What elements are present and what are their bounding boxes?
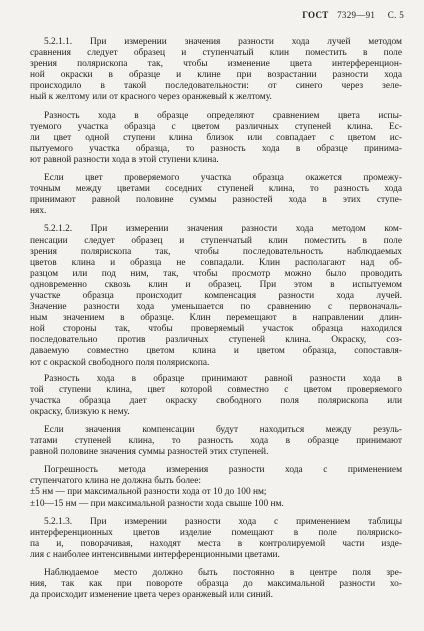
text-line: сравнения следует образец и ступенчатый клин поместить в поле <box>30 48 402 59</box>
document-body <box>30 37 402 601</box>
text-line: Значение разности хода уменьшается по сравнению с первоначаль- <box>30 302 402 313</box>
text-line: ной окраски в образце и клине при возрастании разности хода <box>30 70 402 81</box>
paragraph <box>30 517 402 561</box>
text-line: ±10—15 нм — при максимальной разности хода свыше 100 нм. <box>30 498 284 509</box>
text-line: ния, так как при повороте образца до максимальной разности хо- <box>30 579 402 590</box>
paragraph <box>30 111 402 166</box>
text-line: зрения полярископа так, чтобы последовательность наблюдаемых <box>30 246 402 257</box>
text-line: туемого участка образца с цветом различных ступеней клина. Ес- <box>30 121 402 132</box>
text-line: интерференционных цветов изделие помещают в поле полярисκо- <box>30 527 402 538</box>
standard-number: 7329—91 <box>337 10 376 20</box>
text-line: ный к желтому или от красного через оранжевый к желтому. <box>30 92 272 103</box>
text-line: ной стороны так, чтобы проверяемый участок образца находился <box>30 324 402 335</box>
text-line: цветов клина и образца не совпадали. Клин располагают над об- <box>30 257 402 268</box>
text-line: ли цвет одной ступени клина близок или совпадает с цветом ис- <box>30 132 402 143</box>
text-line: ±5 нм — при максимальной разности хода от 10 до 100 нм; <box>30 487 267 498</box>
text-line: Наблюдаемое место должно быть постоянно в центре поля зре- <box>44 568 402 579</box>
text-line: даваемую совместно цветом клина и цветом образца, сопоставля- <box>30 346 402 357</box>
text-line: Если значения компенсации будут находиться между резуль- <box>44 425 402 435</box>
text-line: последовательно против различных ступеней клина. Окраску, соз- <box>30 335 402 346</box>
text-line: Если цвет проверяемого участка образца окажется промежу- <box>44 173 402 184</box>
text-line: той ступени клина, цвет которой совместно с цветом проверяемого <box>30 384 402 395</box>
paragraph <box>30 465 402 509</box>
text-line: 5.2.1.1. При измерении значения разности хода лучей методом <box>44 37 402 47</box>
paragraph <box>30 37 402 104</box>
paragraph <box>30 425 402 458</box>
text-line: 5.2.1.3. При измерении разности хода с применением таблицы <box>44 516 402 527</box>
text-line: пенсации следует образец и ступенчатый клин поместить в поле <box>30 235 402 246</box>
standard-label: ГОСТ <box>302 10 329 20</box>
text-line: равной половине значения суммы разностей этих ступеней. <box>30 447 269 458</box>
text-line: Разность хода в образце определяют сравнением цвета испы- <box>44 110 402 121</box>
page-header <box>302 10 404 20</box>
text-line: принимают равной половине суммы разностей хода в этих ступе- <box>30 195 402 206</box>
text-line: татами ступеней клина, то разность хода в образце принимают <box>30 436 402 447</box>
text-line: ют с окраской свободного поля полярископа. <box>30 357 210 368</box>
text-line: нях. <box>30 206 47 217</box>
paragraph <box>30 568 402 601</box>
text-line: зрения полярископа так, чтобы изменение цвета интерференцион- <box>30 59 402 70</box>
text-line: 5.2.1.2. При измерении значения разности хода методом ком- <box>44 224 402 235</box>
text-line: происходило в такой последовательности: от синего через зеле- <box>30 81 402 92</box>
text-line: окраску, близкую к нему. <box>30 406 130 417</box>
text-line: ным значением в образце. Клин перемещают в направлении длин- <box>30 313 402 324</box>
text-line: разцом или под ним, так, чтобы просмотр можно было проводить <box>30 268 402 279</box>
text-line: пытуемого участка образца, то разность хода в образце принима- <box>30 143 402 154</box>
paragraph <box>30 224 402 368</box>
paragraph <box>30 374 402 418</box>
text-line: да происходит изменение цвета через оранжевый или синий. <box>30 590 274 601</box>
text-line: участка образца дает окраску свободного поля полярископа или <box>30 395 402 406</box>
text-line: ступенчатого клина не должна быть более: <box>30 476 201 487</box>
text-line: участке образца происходит компенсация разности хода лучей. <box>30 290 402 301</box>
text-line: па и, поворачивая, находят места в контролируемой части изде- <box>30 538 402 549</box>
text-line: Погрешность метода измерения разности хода с применением <box>44 465 402 476</box>
paragraph <box>30 173 402 217</box>
text-line: одновременно сквозь клин и образец. При этом в испытуемом <box>30 279 402 290</box>
text-line: ют равной разности хода в этой ступени клина. <box>30 154 219 165</box>
text-line: точным между цветами соседних ступеней клина, то разность хода <box>30 184 402 195</box>
text-line: Разность хода в образце принимают равной разности хода в <box>44 373 402 384</box>
page-number: С. 5 <box>387 10 404 20</box>
text-line: лия с наиболее интенсивными интерференционными цветами. <box>30 549 280 560</box>
